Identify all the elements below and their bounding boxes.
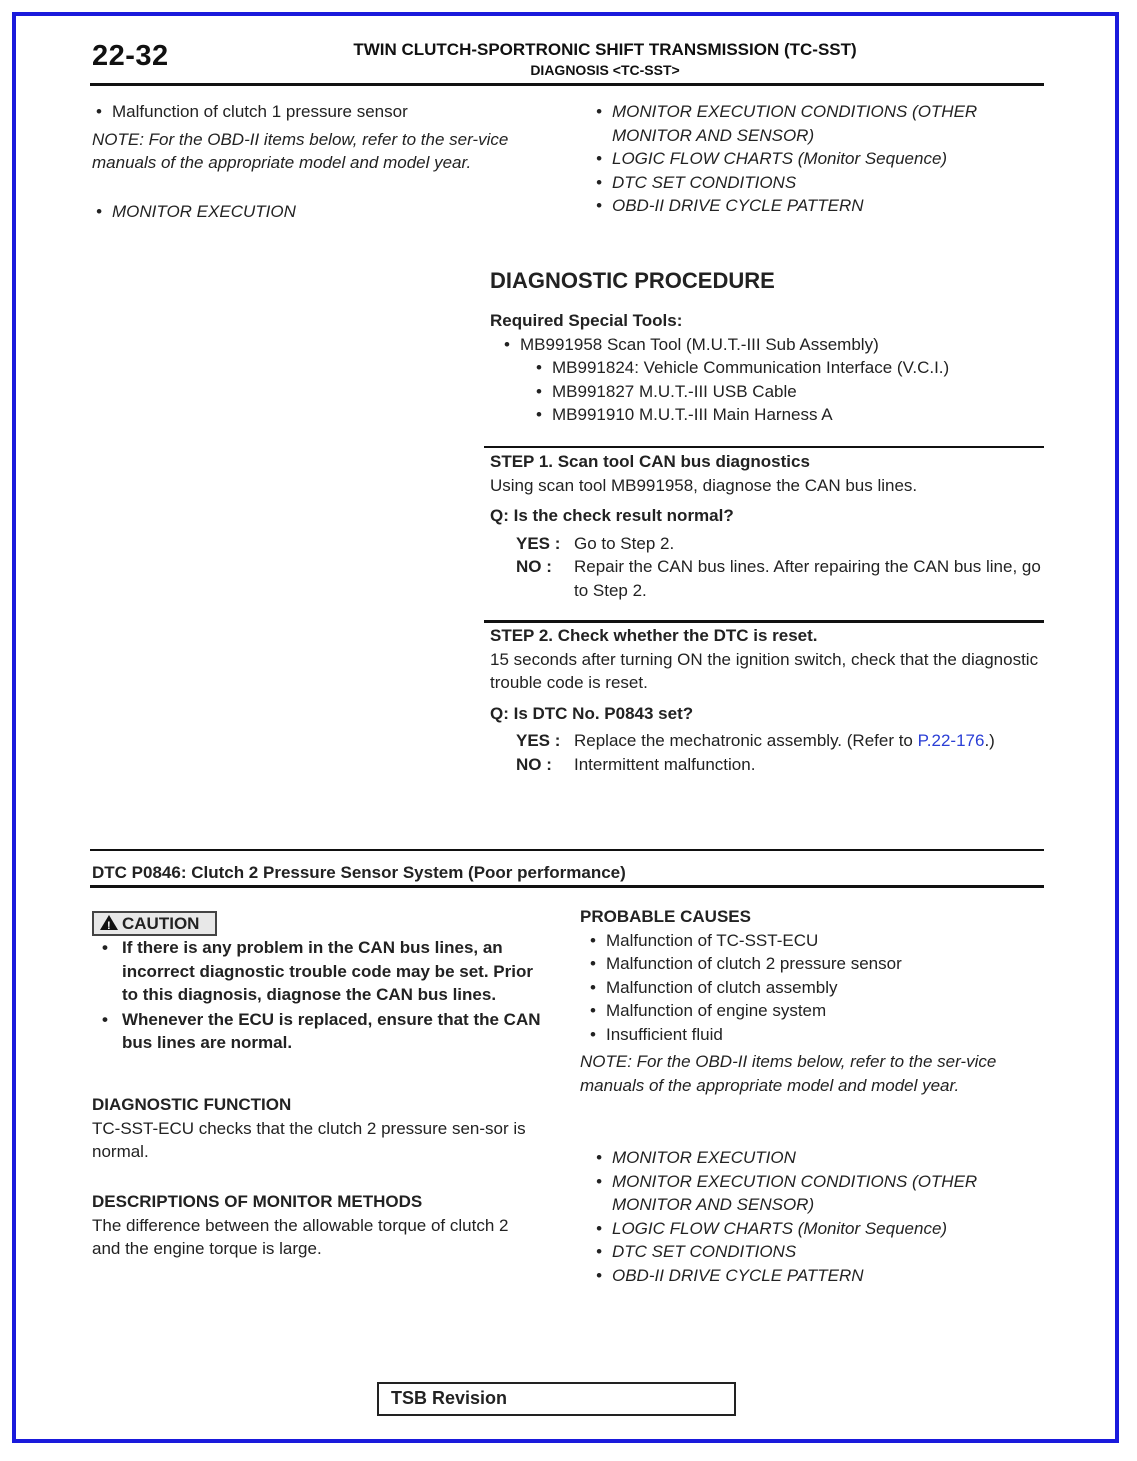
- step2-question: Q: Is DTC No. P0843 set?: [490, 703, 694, 723]
- dtc-title: DTC P0846: Clutch 2 Pressure Sensor System (Poor performance): [92, 863, 626, 882]
- page-reference-link[interactable]: P.22-176: [917, 731, 985, 750]
- obd-note: NOTE: For the OBD-II items below, refer to the ser-vice manuals of the appropriate model and model year.: [92, 129, 509, 172]
- step1-question: Q: Is the check result normal?: [490, 506, 734, 525]
- step2-title: STEP 2. Check whether the DTC is reset.: [490, 626, 818, 645]
- methods-section: [92, 1190, 524, 1261]
- function-section: [92, 1093, 554, 1164]
- list-item: • Whenever the ECU is replaced, ensure that the CAN bus lines are normal.: [98, 1008, 553, 1055]
- list-item: • Malfunction of TC-SST-ECU: [586, 929, 1042, 953]
- step1-title: STEP 1. Scan tool CAN bus diagnostics: [490, 452, 810, 471]
- top-right-section: [592, 100, 1042, 218]
- list-item: • Malfunction of clutch assembly: [586, 976, 1042, 1000]
- step1-rule: [484, 446, 1044, 448]
- list-item: • DTC SET CONDITIONS: [592, 1240, 1042, 1264]
- obd-items-section: [592, 1146, 1042, 1287]
- step1-text: Using scan tool MB991958, diagnose the CAN bus lines.: [490, 475, 918, 495]
- methods-text: The difference between the allowable torque of clutch 2 and the engine torque is large.: [92, 1215, 509, 1258]
- list-item: • LOGIC FLOW CHARTS (Monitor Sequence): [592, 147, 1042, 171]
- function-heading: DIAGNOSTIC FUNCTION: [92, 1095, 292, 1114]
- caution-box: !CAUTION: [92, 911, 217, 936]
- list-item: • Malfunction of clutch 2 pressure sensor: [586, 952, 1042, 976]
- list-item: • MONITOR EXECUTION CONDITIONS (OTHER MONITOR AND SENSOR): [592, 100, 1042, 147]
- tsb-revision-box: TSB Revision: [377, 1382, 736, 1416]
- page-title: TWIN CLUTCH-SPORTRONIC SHIFT TRANSMISSION (TC-SST): [353, 40, 857, 59]
- step1-yes: YES : Go to Step 2.: [516, 533, 675, 553]
- step1-section: [490, 450, 1042, 602]
- list-item: • MB991827 M.U.T.-III USB Cable: [532, 380, 1040, 404]
- tools-section: [490, 309, 1040, 427]
- list-item: • Malfunction of engine system: [586, 999, 1042, 1023]
- obd-note: NOTE: For the OBD-II items below, refer to the ser-vice manuals of the appropriate model and model year.: [580, 1052, 997, 1095]
- list-item: • Malfunction of clutch 1 pressure sensor: [92, 100, 552, 124]
- step2-no: NO : Intermittent malfunction.: [516, 754, 756, 774]
- list-item: • If there is any problem in the CAN bus lines, an incorrect diagnostic trouble code may be set. Prior to this diagnosis, diagnose the CAN bus lines.: [98, 936, 553, 1007]
- page-number: 22-32: [92, 40, 169, 72]
- causes-heading: PROBABLE CAUSES: [580, 907, 751, 926]
- function-text: TC-SST-ECU checks that the clutch 2 pressure sen-sor is normal.: [92, 1118, 526, 1161]
- methods-heading: DESCRIPTIONS OF MONITOR METHODS: [92, 1192, 423, 1211]
- list-item: • MB991824: Vehicle Communication Interface (V.C.I.): [532, 356, 1040, 380]
- list-item: • OBD-II DRIVE CYCLE PATTERN: [592, 1264, 1042, 1288]
- dtc-top-rule: [90, 849, 1044, 851]
- step2-section: [490, 624, 1042, 776]
- step2-rule: [484, 620, 1044, 623]
- caution-list: [98, 936, 553, 1055]
- step2-yes: YES : Replace the mechatronic assembly. (Refer to P.22-176.): [516, 731, 995, 750]
- top-left-section: [92, 100, 552, 223]
- list-item: • Insufficient fluid: [586, 1023, 1042, 1047]
- list-item: • MB991910 M.U.T.-III Main Harness A: [532, 403, 1040, 427]
- list-item: • DTC SET CONDITIONS: [592, 171, 1042, 195]
- header-rule: [90, 83, 1044, 86]
- procedure-heading: DIAGNOSTIC PROCEDURE: [490, 268, 775, 293]
- list-item: • MB991958 Scan Tool (M.U.T.-III Sub Assembly): [500, 333, 1040, 357]
- list-item: • MONITOR EXECUTION: [592, 1146, 1042, 1170]
- step1-no: NO : Repair the CAN bus lines. After repairing the CAN bus line, go to Step 2.: [516, 557, 1041, 600]
- dtc-bottom-rule: [90, 885, 1044, 888]
- warning-icon: [100, 915, 118, 930]
- list-item: • MONITOR EXECUTION: [92, 200, 552, 224]
- page-subtitle: DIAGNOSIS <TC-SST>: [530, 62, 680, 78]
- causes-section: [580, 905, 1042, 1097]
- tools-label: Required Special Tools:: [490, 311, 683, 330]
- list-item: • MONITOR EXECUTION CONDITIONS (OTHER MONITOR AND SENSOR): [592, 1170, 1042, 1217]
- step2-text: 15 seconds after turning ON the ignition switch, check that the diagnostic trouble code is reset.: [490, 649, 1039, 692]
- list-item: • LOGIC FLOW CHARTS (Monitor Sequence): [592, 1217, 1042, 1241]
- list-item: • OBD-II DRIVE CYCLE PATTERN: [592, 194, 1042, 218]
